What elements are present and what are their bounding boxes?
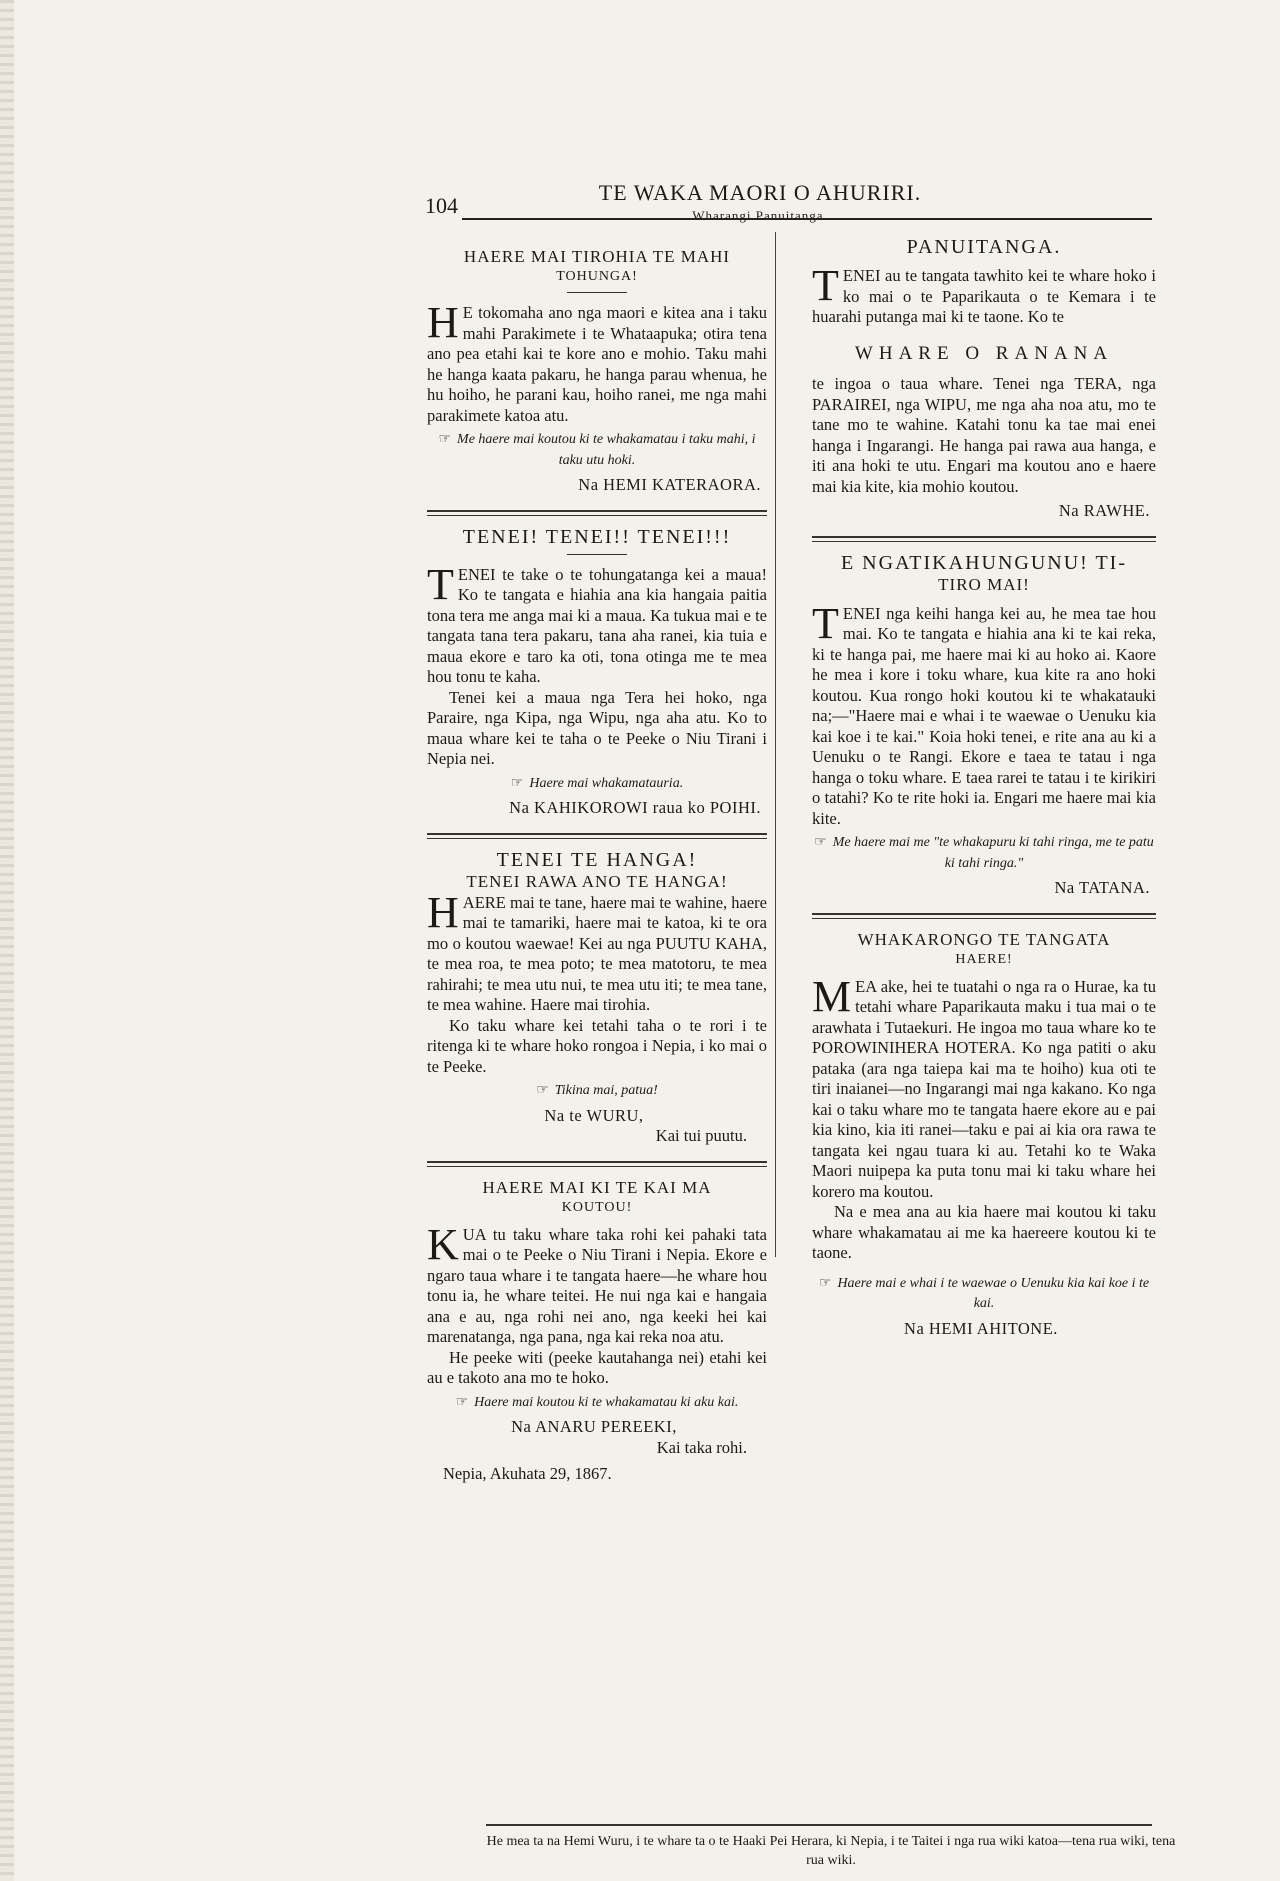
advert-baker bbox=[427, 1177, 767, 1485]
drop-cap: H bbox=[427, 887, 459, 937]
advert-text-2: Na e mea ana au kia haere mai koutou ki taku whare whakamatau ai me ka haereere koutou ki te taone. bbox=[812, 1202, 1156, 1262]
drop-cap: H bbox=[427, 298, 459, 347]
hand-note-text: Haere mai e whai i te waewae o Uenuku kia kai koe i te kai. bbox=[837, 1275, 1150, 1311]
hand-note-text: Haere mai koutou ki te whakamatau ki aku kai. bbox=[474, 1394, 739, 1410]
section-divider bbox=[427, 510, 767, 512]
left-column bbox=[427, 246, 767, 1485]
advert-panuitanga bbox=[812, 236, 1156, 522]
advert-text: EA ake, hei te tuatahi o nga ra o Hurae, ka tu tetahi whare Paparikauta maku i tua mai o te arawhata i Tutaekuri. He ingoa mo taua whare ko te POROWINIHERA HOTERA. Ko nga patiti o aku pataka (ara nga taiepa kai ma te hoiho) kua oti te tiri inaianei—no Ingarangi mai nga kakano. Ko nga kai o taku whare mo te tangata haere ekore au e pai kia kino, kia iti ranei—taku e pai ai kia ora rawa te tangata kei ngau tuara ki au. Tetahi ko te Waka Maori nuipepa ka puta tonu mai ki taku whare hei korero ma koutou. bbox=[812, 976, 1156, 1201]
advert-signature: Na ANARU PEREEKI, bbox=[511, 1417, 677, 1436]
advert-text: UA tu taku whare taka rohi kei pahaki tata mai o te Peeke o Niu Tirani i Nepia. Ekore e ngaro taua whare i te tangata haere—he whare hou tonu ia, he whare teitei. He nui nga kai e hangaia ana e au, nga rohi nei ano, nga keeki hei kai marenatanga, nga pana, nga kai reka noa atu. bbox=[427, 1224, 767, 1346]
footer-rule bbox=[486, 1824, 1152, 1826]
advert-text: ENEI au te tangata tawhito kei te whare hoko i ko mai o te Paparikauta o te Kemara i te huarahi putanga mai ki te taone. Ko te bbox=[812, 266, 1156, 326]
advert-body bbox=[812, 261, 1156, 328]
hand-note bbox=[812, 1274, 1156, 1315]
advert-signature: Na HEMI KATERAORA. bbox=[578, 475, 761, 494]
hand-note-text: Me haere mai me "te whakapuru ki tahi ringa, me te patu ki tahi ringa." bbox=[832, 835, 1154, 871]
section-divider bbox=[427, 1161, 767, 1163]
short-rule bbox=[567, 292, 627, 293]
hand-note bbox=[427, 430, 767, 471]
drop-cap: K bbox=[427, 1219, 459, 1269]
advert-signature: Na KAHIKOROWI raua ko POIHI. bbox=[509, 798, 761, 817]
pointing-hand-icon: ☞ bbox=[814, 835, 827, 850]
advert-title: PANUITANGA. bbox=[906, 236, 1062, 258]
section-divider bbox=[812, 913, 1156, 915]
header-rule bbox=[462, 218, 1152, 220]
advert-title: HAERE MAI KI TE KAI MA bbox=[482, 1177, 712, 1197]
column-rule bbox=[775, 232, 776, 1257]
hand-note bbox=[427, 1393, 767, 1414]
advert-body bbox=[427, 298, 767, 426]
advert-text: E tokomaha ano nga maori e kitea ana i taku mahi Parakimete i te Whataapuka; otira tena ano pea etahi kai te kore ano e mohio. Taku mahi he hanga kaata pakaru, he hanga parau whenua, he hu hoiho, he parani kau, hoiho ranei, me nga mahi parakimete katoa atu. bbox=[427, 303, 767, 425]
advert-title: HAERE MAI TIROHIA TE MAHI bbox=[463, 247, 731, 266]
drop-cap: T bbox=[812, 598, 839, 648]
advert-ngatikahungunu bbox=[812, 552, 1156, 899]
advert-signature: Na te WURU, bbox=[544, 1105, 644, 1125]
advert-body bbox=[427, 887, 767, 1016]
pointing-hand-icon: ☞ bbox=[510, 775, 524, 791]
advert-text-2: Ko taku whare kei tetahi taha o te rori i te ritenga ki te whare hoko rongoa i Nepia, i ko mai o te Peeke. bbox=[427, 1015, 767, 1076]
advert-subtitle: TOHUNGA! bbox=[556, 269, 638, 284]
signature-occupation: Kai tui puutu. bbox=[655, 1126, 747, 1145]
pointing-hand-icon: ☞ bbox=[818, 1275, 832, 1291]
advert-body bbox=[812, 971, 1156, 1203]
short-rule bbox=[567, 554, 627, 555]
advert-signature: Na HEMI AHITONE. bbox=[904, 1318, 1058, 1338]
hand-note bbox=[812, 833, 1156, 874]
store-name: WHARE O RANANA bbox=[854, 342, 1114, 364]
advert-blacksmith bbox=[427, 246, 767, 496]
drop-cap: M bbox=[812, 971, 852, 1021]
advert-bootmaker bbox=[427, 849, 767, 1147]
advert-title: TENEI! TENEI!! TENEI!!! bbox=[462, 525, 732, 548]
hand-note-text: Haere mai whakamatauria. bbox=[529, 775, 684, 791]
advert-subtitle: KOUTOU! bbox=[561, 1199, 633, 1215]
advert-signature: Na RAWHE. bbox=[1058, 501, 1150, 520]
page-subtitle: Wharangi Panuitanga. bbox=[692, 208, 828, 223]
pointing-hand-icon: ☞ bbox=[455, 1394, 469, 1410]
imprint: He mea ta na Hemi Wuru, i te whare ta o te Haaki Pei Herara, ki Nepia, i te Taitei i nga rua wiki katoa—tena rua wiki, tena rua wiki. bbox=[486, 1834, 1176, 1868]
advert-signature: Na TATANA. bbox=[1054, 878, 1150, 897]
advert-title: WHAKARONGO TE TANGATA bbox=[857, 929, 1111, 949]
signature-occupation: Kai taka rohi. bbox=[656, 1437, 747, 1457]
advert-hotel bbox=[812, 929, 1156, 1340]
advert-subtitle: TENEI RAWA ANO TE HANGA! bbox=[466, 871, 728, 891]
right-column bbox=[812, 236, 1156, 1339]
advert-text-2: te ingoa o taua whare. Tenei nga TERA, nga PARAIREI, nga WIPU, me nga aha noa atu, mo te tane mo te wahine. Katahi tonu ka tae mai enei hanga i Ingarangi. He hanga pai rawa aua hanga, e iti ana hoki te utu. Engari ma koutou ano e haere mai kia kite, kia mohio koutou. bbox=[812, 374, 1156, 496]
advert-title: E NGATIKAHUNGUNU! TI- bbox=[840, 551, 1128, 574]
advert-text-2: Tenei kei a maua nga Tera hei hoko, nga Paraire, nga Kipa, nga Wipu, nga aha atu. Ko to maua whare kei te taha o te Peeke o Niu Tirani i Nepia nei. bbox=[427, 687, 767, 768]
hand-note-text: Me haere mai koutou ki te whakamatau i taku mahi, i taku utu hoki. bbox=[457, 432, 756, 468]
newspaper-title: TE WAKA MAORI O AHURIRI. bbox=[598, 180, 922, 205]
page-number: 104 bbox=[425, 193, 458, 218]
advert-text: ENEI te take o te tohungatanga kei a maua! Ko te tangata e hiahia ana kia hangaia paitia tona tera me anga mai ki a maua. Ka tukua mai e te tangata tana tera pakaru, tana aha ranei, kia tuia e maua ekore e taro ka oti, tona otinga me te mea hou tonu te kaha. bbox=[427, 564, 767, 686]
pointing-hand-icon: ☞ bbox=[536, 1083, 549, 1098]
advert-body bbox=[812, 598, 1156, 830]
advert-body bbox=[427, 559, 767, 688]
dateline: Nepia, Akuhata 29, 1867. bbox=[443, 1464, 612, 1483]
page-edge bbox=[0, 0, 14, 1881]
advert-text-2: He peeke witi (peeke kautahanga nei) etahi kei au e takoto ana mo te hoko. bbox=[427, 1347, 767, 1387]
advert-text: ENEI nga keihi hanga kei au, he mea tae hou mai. Ko te tangata e hiahia ana ki te kai reka, ki te hanga pai, me haere mai ki au hoko ai. Kaore he mea i kore i toku whare, kua kite ra ano hoki koutou. Kua rongo hoki koutou ki te whakatauki na;—"Haere mai e whai i te waewae o Uenuku kia kai koe i te kai." Koia hoki tenei, e rite ana au ki a Uenuku o te Rangi. Ekore e taea te tatau i nga hanga o toku whare. E taea rarei te tatau i te kirikiri o tatahi? Ko te rite hoki ia. Engari me haere mai kia kite. bbox=[812, 603, 1156, 828]
hand-note bbox=[427, 774, 767, 795]
hand-note bbox=[427, 1081, 767, 1102]
section-divider bbox=[427, 833, 767, 835]
advert-saddler bbox=[427, 526, 767, 819]
hand-note-text: Tikina mai, patua! bbox=[554, 1083, 658, 1098]
advert-subtitle: HAERE! bbox=[955, 951, 1013, 967]
pointing-hand-icon: ☞ bbox=[438, 432, 452, 447]
advert-body bbox=[427, 1219, 767, 1348]
section-divider bbox=[812, 536, 1156, 538]
advert-title: TENEI TE HANGA! bbox=[496, 848, 698, 871]
advert-subtitle: TIRO MAI! bbox=[938, 574, 1030, 594]
advert-text: AERE mai te tane, haere mai te wahine, haere mai te tamariki, haere mai te katoa, ki te ora mo o koutou waewae! Kei au nga PUUTU KAHA, te mea roa, te mea poto; te mea matotoru, te mea rahirahi; te mea utu nui, te mea utu iti; te mea tane, te mea wahine. Haere mai tirohia. bbox=[427, 892, 767, 1014]
drop-cap: T bbox=[427, 559, 454, 609]
drop-cap: T bbox=[812, 261, 839, 310]
